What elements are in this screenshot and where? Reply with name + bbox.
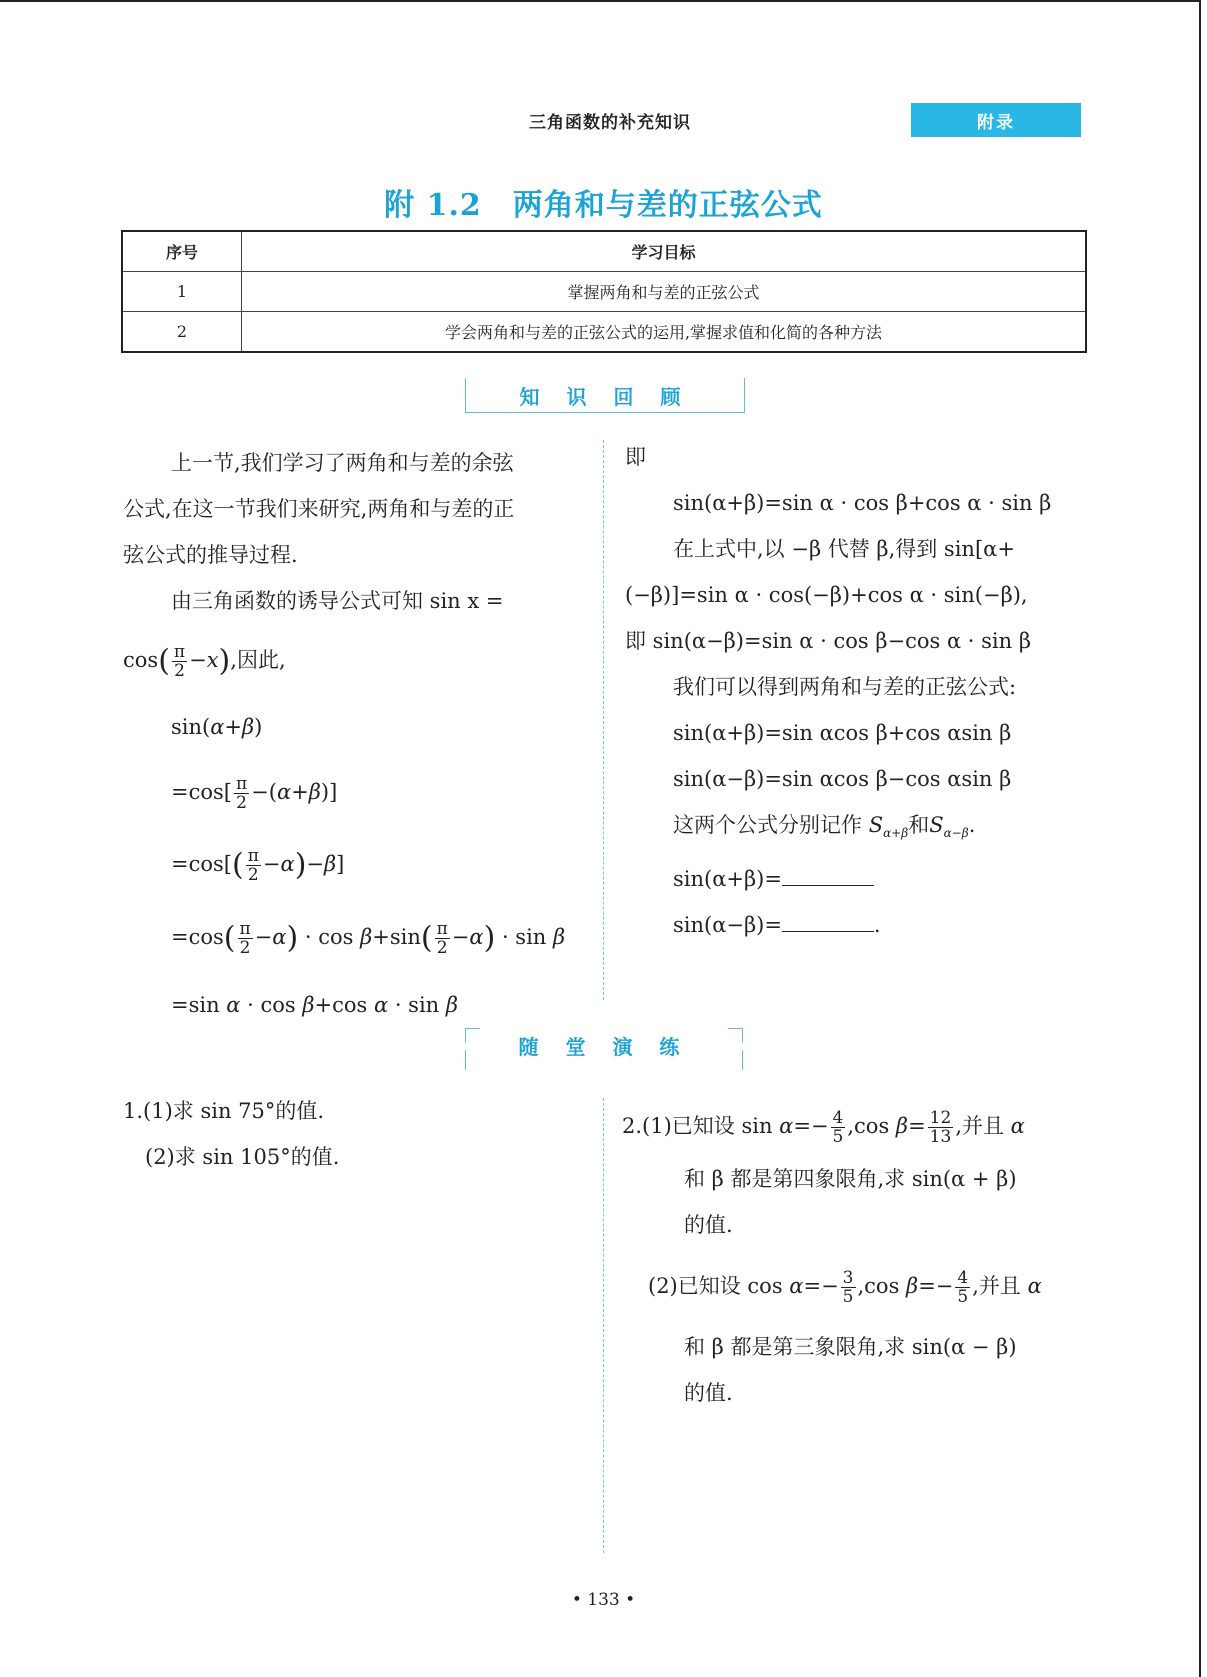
review-section-label: 知 识 回 顾 bbox=[465, 378, 745, 413]
running-header: 三角函数的补充知识 bbox=[529, 113, 691, 133]
row-no: 2 bbox=[122, 312, 242, 353]
exercise-2 bbox=[622, 1096, 1097, 1416]
right-column bbox=[625, 434, 1095, 948]
page-border-right bbox=[1199, 0, 1201, 1677]
table-row bbox=[122, 272, 1086, 312]
formula-line: sin(α−β)=sin αcos β−cos αsin β bbox=[673, 767, 1012, 791]
column-divider bbox=[603, 440, 604, 1000]
paragraph-line: 由三角函数的诱导公式可知 sin x = bbox=[171, 589, 504, 613]
learning-goals-table bbox=[121, 230, 1087, 353]
corner-bracket bbox=[465, 1028, 480, 1043]
text-line: 即 sin(α−β)=sin α · cos β−cos α · sin β bbox=[625, 629, 1031, 653]
page-border-top bbox=[0, 0, 1200, 2]
exercise-line: 的值. bbox=[684, 1381, 733, 1405]
header-no: 序号 bbox=[122, 231, 242, 272]
exercise-line: 的值. bbox=[684, 1213, 733, 1237]
row-goal: 学会两角和与差的正弦公式的运用,掌握求值和化简的各种方法 bbox=[242, 312, 1087, 353]
formula-line: =sin α · cos β+cos α · sin β bbox=[171, 992, 459, 1017]
table-row bbox=[122, 312, 1086, 353]
formula-line: =cos[( $\frac{\pi}{2}$ −α)−β] bbox=[171, 845, 345, 885]
exercise-1 bbox=[123, 1088, 583, 1180]
table-header-row bbox=[122, 231, 1086, 272]
paragraph-line: 弦公式的推导过程. bbox=[123, 543, 298, 567]
page-number: • 133 • bbox=[571, 1590, 636, 1610]
header-goal: 学习目标 bbox=[242, 231, 1087, 272]
text-line: 这两个公式分别记作 $S_{\alpha+\beta}$和$S_{\alpha-\beta}$. bbox=[673, 813, 976, 841]
answer-blank[interactable] bbox=[782, 911, 874, 932]
row-no: 1 bbox=[122, 272, 242, 312]
formula-line: sin(α+β) bbox=[171, 714, 263, 739]
formula-line: sin(α+β)=sin αcos β+cos αsin β bbox=[673, 721, 1012, 745]
formula-line: =cos( $\frac{\pi}{2}$ −α) · cos β+sin( $\frac{\pi}{2}$ −α) · sin β bbox=[171, 919, 566, 958]
formula-line: sin(α+β)=sin α · cos β+cos α · sin β bbox=[673, 491, 1052, 515]
text-line: 我们可以得到两角和与差的正弦公式: bbox=[673, 675, 1017, 699]
corner-bracket bbox=[728, 1028, 743, 1043]
text-line: 即 bbox=[625, 445, 646, 469]
formula-line: =cos[ $\frac{\pi}{2}$ −(α+β)] bbox=[171, 773, 338, 813]
text-line: 在上式中,以 −β 代替 β,得到 sin[α+ bbox=[673, 537, 1015, 561]
note-and: 和 bbox=[908, 813, 930, 837]
exercise-line: 1.(1)求 sin 75°的值. bbox=[123, 1099, 325, 1123]
text-line: (−β)]=sin α · cos(−β)+cos α · sin(−β), bbox=[625, 583, 1028, 607]
exercise-line: (2)已知设 cos α=− $\frac{3}{5}$ ,cos β=− $\frac{4}{5}$ ,并且 α bbox=[648, 1268, 1042, 1307]
corner-bracket bbox=[465, 1050, 480, 1070]
blank-line bbox=[625, 856, 1095, 902]
column-divider bbox=[603, 1098, 604, 1553]
answer-blank[interactable] bbox=[782, 865, 874, 886]
formula-line: cos( $\frac{\pi}{2}$ −x),因此, bbox=[123, 642, 286, 681]
note-text: 这两个公式分别记作 bbox=[673, 813, 862, 837]
blank-label: sin(α+β)= bbox=[673, 867, 782, 892]
exercise-line: 2.(1)已知设 sin α=− $\frac{4}{5}$ ,cos β= $\frac{12}{13}$ ,并且 α bbox=[622, 1108, 1025, 1147]
blank-line: sin(α−β)= . bbox=[673, 913, 881, 938]
left-column bbox=[123, 440, 593, 1035]
therefore-text: ,因此, bbox=[230, 648, 286, 672]
blank-label: sin(α−β)= bbox=[673, 913, 782, 938]
appendix-tag: 附录 bbox=[911, 103, 1081, 137]
exercise-line: 和 β 都是第三象限角,求 sin(α − β) bbox=[684, 1335, 1017, 1359]
practice-section-label bbox=[465, 1028, 743, 1062]
exercise-line: (2)求 sin 105°的值. bbox=[145, 1145, 340, 1169]
corner-bracket bbox=[728, 1050, 743, 1070]
practice-label-text: 随 堂 演 练 bbox=[518, 1034, 690, 1059]
paragraph-line: 上一节,我们学习了两角和与差的余弦 bbox=[171, 451, 514, 475]
paragraph-line: 公式,在这一节我们来研究,两角和与差的正 bbox=[123, 497, 515, 521]
section-title: 附 1.2 两角和与差的正弦公式 bbox=[384, 188, 823, 223]
row-goal: 掌握两角和与差的正弦公式 bbox=[242, 272, 1087, 312]
exercise-line: 和 β 都是第四象限角,求 sin(α + β) bbox=[684, 1167, 1017, 1191]
